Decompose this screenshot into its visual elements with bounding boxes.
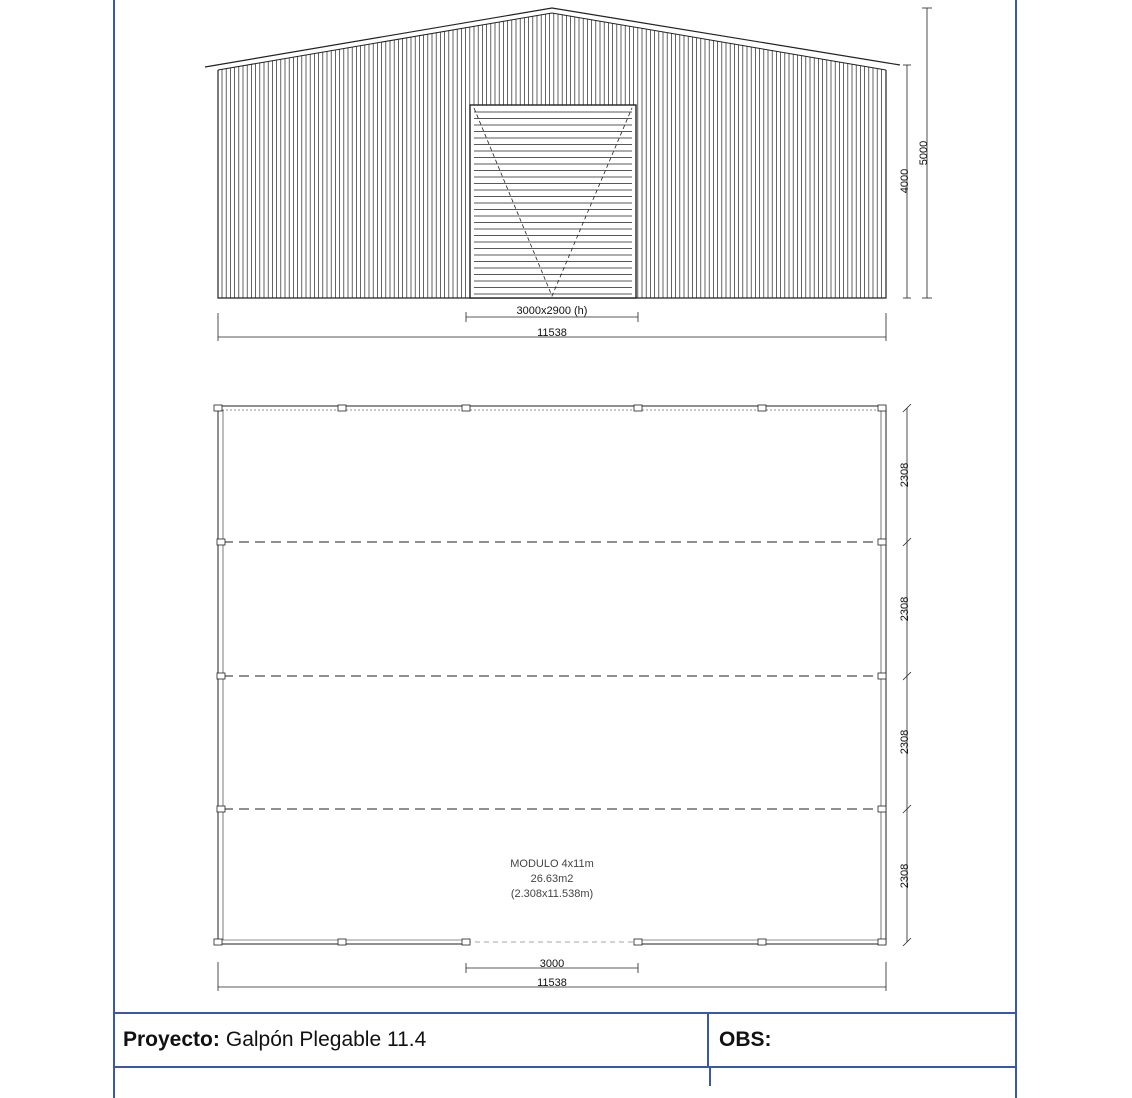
column-marker [878,806,886,812]
module-note-line-3: (2.308x11.538m) [510,888,594,900]
column-marker [634,939,642,945]
opening-width-label: 3000 [539,958,565,970]
column-marker [214,405,222,411]
bay-label-1: 2308 [899,462,911,488]
ridge-height-label: 5000 [918,140,930,166]
column-marker [338,939,346,945]
roller-door [470,105,636,298]
column-marker [758,939,766,945]
obs-label: OBS: [719,1028,772,1051]
elevation-width-label: 11538 [537,327,567,339]
title-block-second-row [113,1066,1015,1088]
module-note-line-2: 26.63m2 [530,873,574,885]
column-marker [217,539,225,545]
title-block [113,1012,1017,1082]
column-marker [217,673,225,679]
bay-label-4: 2308 [899,863,911,889]
front-elevation [205,8,932,341]
column-marker [462,405,470,411]
bay-label-3: 2308 [899,729,911,755]
column-marker [217,806,225,812]
project-label: Proyecto: [123,1028,220,1051]
floor-plan [214,404,911,991]
project-value: Galpón Plegable 11.4 [225,1028,427,1051]
module-note-line-1: MODULO 4x11m [510,858,594,870]
plan-width-label: 11538 [537,977,567,989]
door-size-label: 3000x2900 (h) [516,305,588,317]
bay-label-2: 2308 [899,596,911,622]
column-marker [462,939,470,945]
eave-height-label: 4000 [899,168,911,194]
column-marker [878,673,886,679]
column-marker [214,939,222,945]
obs-cell [709,1014,1015,1066]
column-marker [338,405,346,411]
roof-outline [205,8,900,67]
column-marker [634,405,642,411]
column-marker [878,939,886,945]
column-marker [758,405,766,411]
roof-inner-line [218,13,886,70]
project-cell [113,1014,709,1066]
title-block-divider [709,1066,711,1086]
column-marker [878,539,886,545]
column-marker [878,405,886,411]
